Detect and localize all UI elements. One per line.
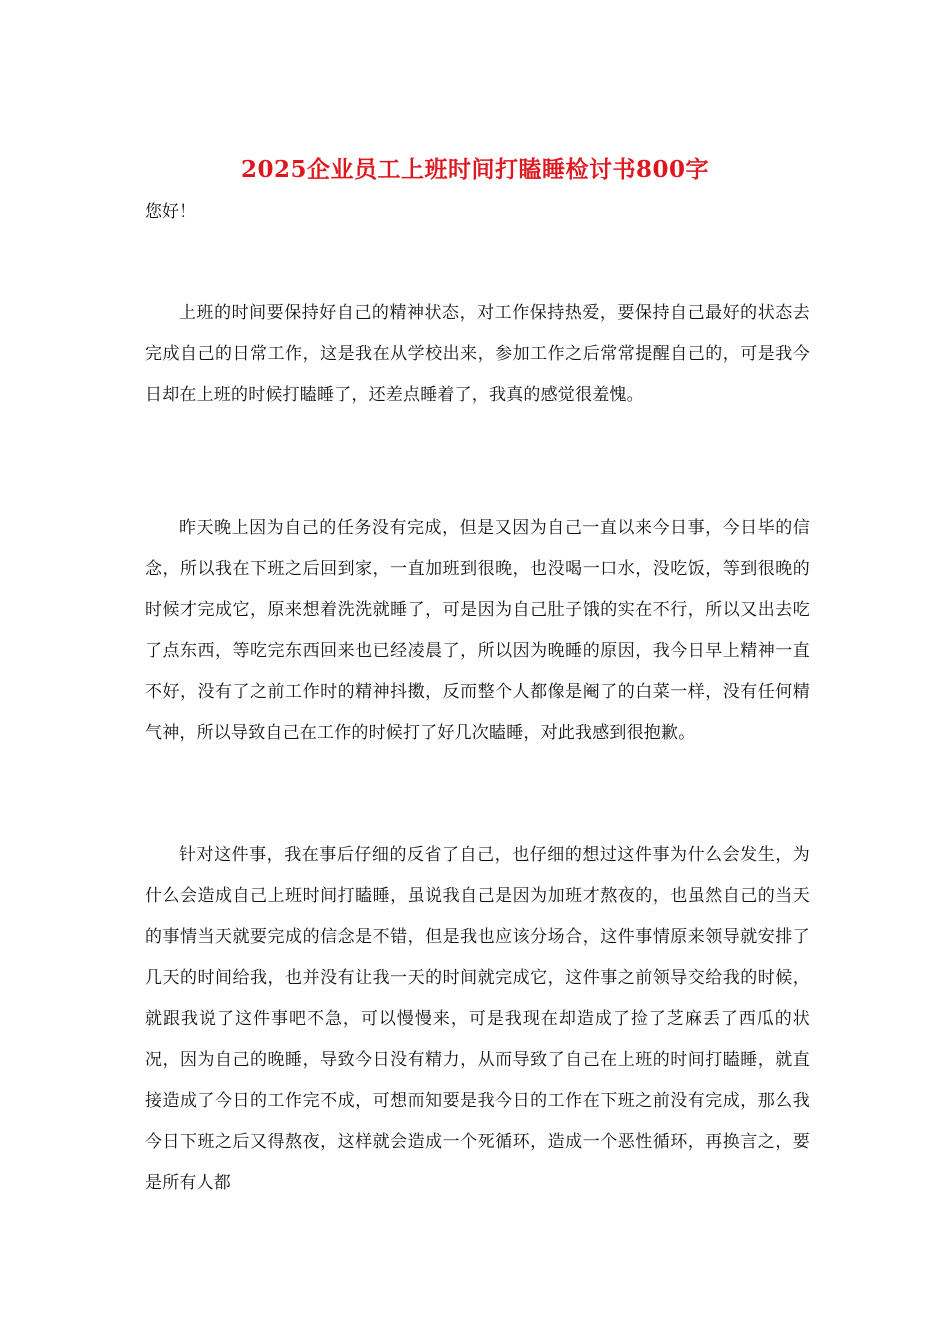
document-title: 2025企业员工上班时间打瞌睡检讨书800字 [240, 156, 710, 183]
paragraph-2: 昨天晚上因为自己的任务没有完成，但是又因为自己一直以来今日事，今日毕的信念，所以我在下班之后回到家，一直加班到很晚，也没喝一口水，没吃饭，等到很晚的时候才完成它，原来想着洗洗就睡了，可是因为自己肚子饿的实在不行，所以又出去吃了点东西，等吃完东西回来也已经凌晨了，所以因为晚睡的原因，我今日早上精神一直不好，没有了之前工作时的精神抖擞，反而整个人都像是阉了的白菜一样，没有任何精气神，所以导致自己在工作的时候打了好几次瞌睡，对此我感到很抱歉。 [145, 518, 810, 743]
paragraph-1: 上班的时间要保持好自己的精神状态，对工作保持热爱，要保持自己最好的状态去完成自己的日常工作，这是我在从学校出来，参加工作之后常常提醒自己的，可是我今日却在上班的时候打瞌睡了，还差点睡着了，我真的感觉很羞愧。 [145, 303, 810, 405]
paragraph-3: 针对这件事，我在事后仔细的反省了自己，也仔细的想过这件事为什么会发生，为什么会造成自己上班时间打瞌睡，虽说我自己是因为加班才熬夜的，也虽然自己的当天的事情当天就要完成的信念是不错，但是我也应该分场合，这件事情原来领导就安排了几天的时间给我，也并没有让我一天的时间就完成它，这件事之前领导交给我的时候，就跟我说了这件事吧不急，可以慢慢来，可是我现在却造成了捡了芝麻丢了西瓜的状况，因为自己的晚睡，导致今日没有精力，从而导致了自己在上班的时间打瞌睡，就直接造成了今日的工作完不成，可想而知要是我今日的工作在下班之前没有完成，那么我今日下班之后又得熬夜，这样就会造成一个死循环，造成一个恶性循环，再换言之，要是所有人都 [145, 845, 810, 1193]
greeting: 您好！ [145, 202, 196, 222]
